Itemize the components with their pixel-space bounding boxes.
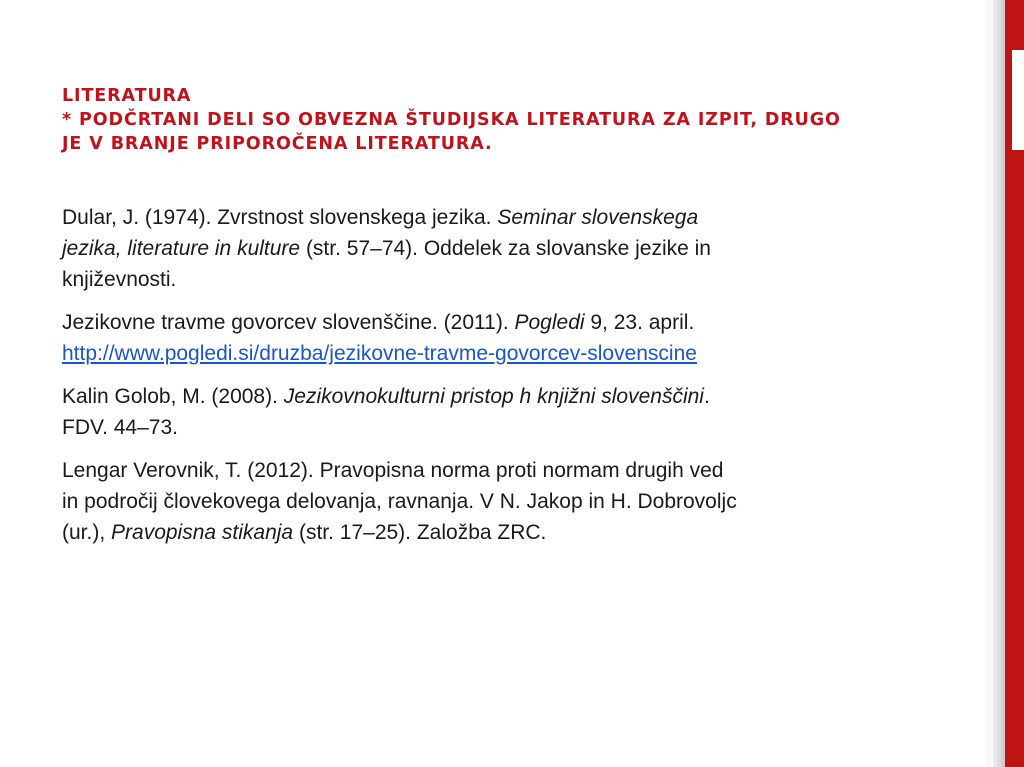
edge-divider [991, 0, 993, 767]
reference-line [62, 381, 932, 412]
title-line-1: LITERATURA [62, 86, 192, 106]
reference-kalin-golob [62, 381, 932, 443]
edge-shadow [985, 0, 1005, 767]
reference-lengar-verovnik [62, 455, 932, 548]
reference-list [62, 202, 932, 560]
reference-title-italic: Seminar slovenskega [497, 206, 699, 229]
reference-dular [62, 202, 932, 295]
reference-pogledi [62, 307, 932, 369]
reference-text: Jezikovne travme govorcev slovenščine. (2011). [62, 311, 515, 334]
reference-line [62, 338, 932, 369]
reference-text: Dular, J. (1974). Zvrstnost slovenskega jezika. [62, 206, 498, 229]
edge-notch [1012, 0, 1024, 767]
reference-text: (ur.), [62, 521, 112, 544]
reference-line [62, 517, 932, 548]
reference-line: FDV. 44–73. [62, 416, 178, 439]
reference-title-italic: Jezikovnokulturni pristop h knjižni slovenščini [283, 385, 704, 408]
reference-line: in področij človekovega delovanja, ravnanja. V N. Jakop in H. Dobrovoljc [62, 490, 737, 513]
reference-line [62, 233, 932, 264]
reference-text: 9, 23. april. [584, 311, 695, 334]
reference-title-italic: Pogledi [514, 311, 585, 334]
title-line-2: * PODČRTANI DELI SO OBVEZNA ŠTUDIJSKA LITERATURA ZA IZPIT, DRUGO [62, 110, 841, 130]
reference-text: (str. 17–25). Založba ZRC. [293, 521, 547, 544]
title-line-3: JE V BRANJE PRIPOROČENA LITERATURA. [62, 134, 493, 154]
pogledi-link[interactable]: http://www.pogledi.si/druzba/jezikovne-travme-govorcev-slovenscine [62, 342, 697, 365]
reference-text: (str. 57–74). Oddelek za slovanske jezike in [300, 237, 711, 260]
reference-line: Lengar Verovnik, T. (2012). Pravopisna norma proti normam drugih ved [62, 459, 724, 482]
reference-line [62, 307, 932, 338]
reference-line [62, 202, 932, 233]
slide-title [62, 84, 982, 156]
reference-title-italic: jezika, literature in kulture [62, 237, 301, 260]
reference-title-italic: Pravopisna stikanja [111, 521, 294, 544]
reference-text: . [703, 385, 710, 408]
reference-text: Kalin Golob, M. (2008). [62, 385, 284, 408]
reference-line: književnosti. [62, 268, 177, 291]
